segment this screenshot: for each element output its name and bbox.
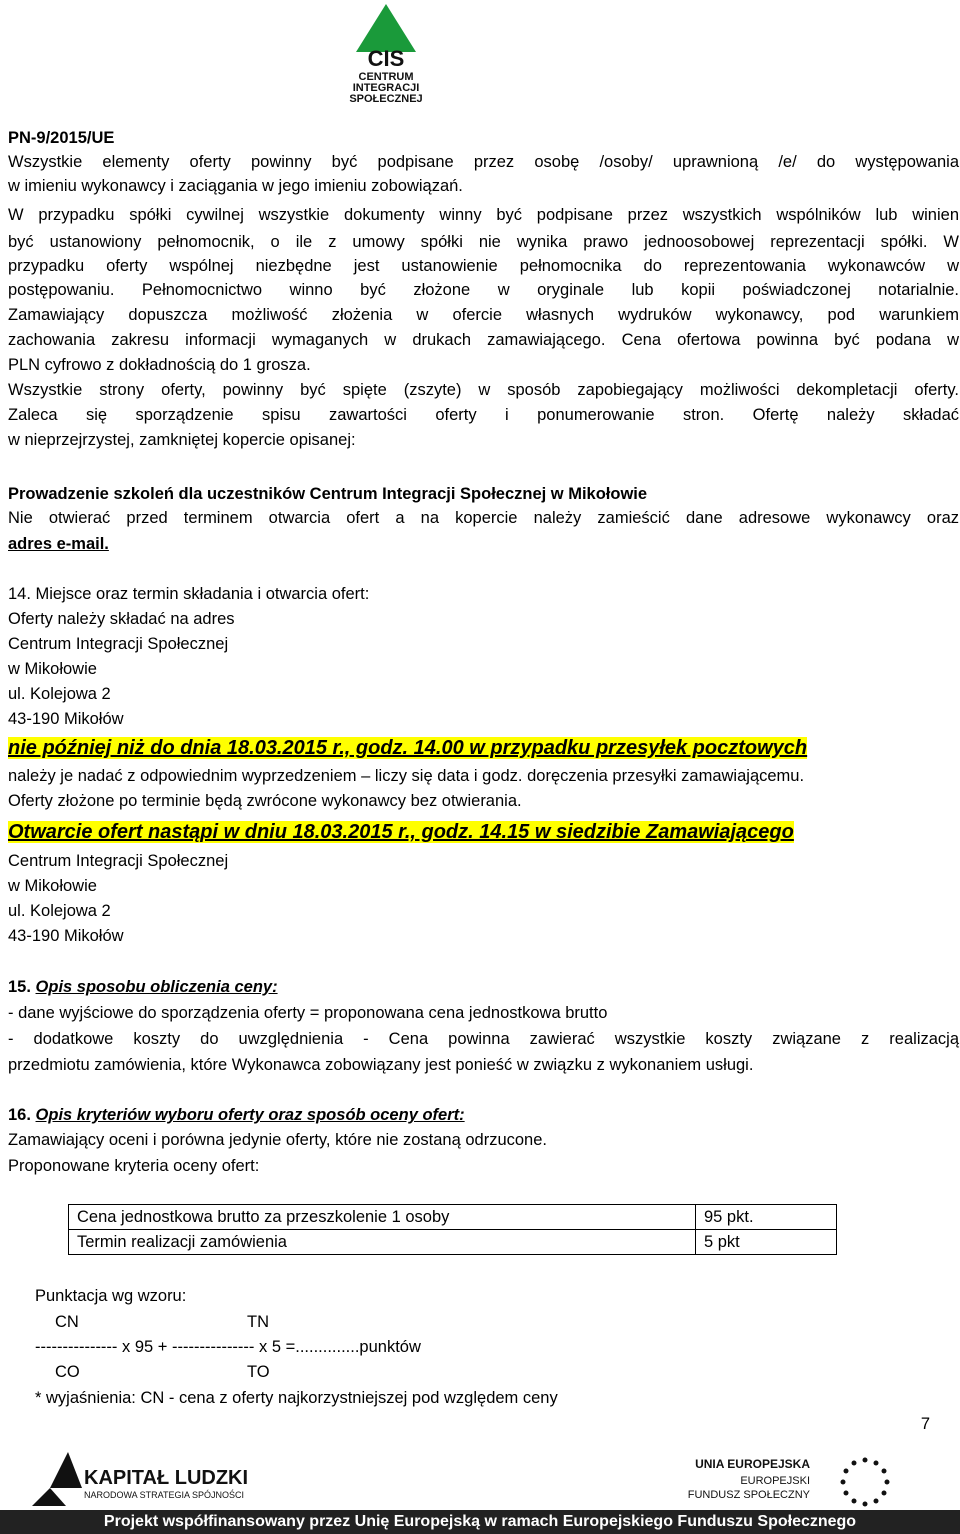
address-line: w Mikołowie — [8, 660, 97, 678]
address-line: ul. Kolejowa 2 — [8, 902, 111, 920]
ue-line2: EUROPEJSKI — [740, 1475, 810, 1487]
paragraph-line: Zamawiający dopuszcza możliwość złożenia w ofercie własnych wydruków wykonawcy, pod warunkiem — [8, 306, 959, 324]
address-line: Centrum Integracji Społecznej — [8, 852, 229, 870]
address-line: 43-190 Mikołów — [8, 710, 124, 728]
section-15-title — [8, 977, 278, 997]
cis-logo — [336, 2, 436, 106]
criterion-points: 5 pkt — [696, 1230, 837, 1255]
address-line: w Mikołowie — [8, 877, 97, 895]
section-heading: Opis sposobu obliczenia ceny: — [35, 978, 278, 996]
paragraph-line: w nieprzejrzystej, zamkniętej kopercie opisanej: — [8, 431, 356, 449]
envelope-line: adres e-mail. — [8, 535, 109, 553]
criterion-points: 95 pkt. — [696, 1205, 837, 1230]
section-16-line: Zamawiający oceni i porówna jedynie oferty, które nie zostaną odrzucone. — [8, 1131, 547, 1149]
paragraph-line: przypadku oferty wspólnej niezbędne jest ustanowienie pełnomocnika do reprezentowania wykonawców w — [8, 257, 959, 275]
table-row — [69, 1205, 837, 1230]
formula-cn: CN — [55, 1313, 79, 1331]
logo-letters: CIS — [367, 46, 405, 71]
logo-line3: SPOŁECZNEJ — [349, 93, 423, 105]
formula-title: Punktacja wg wzoru: — [35, 1287, 187, 1305]
section-number: 16. — [8, 1106, 31, 1124]
section-15-line: - dane wyjściowe do sporządzenia oferty = proponowana cena jednostkowa brutto — [8, 1004, 608, 1022]
section-number: 15. — [8, 978, 31, 996]
envelope-title: Prowadzenie szkoleń dla uczestników Centrum Integracji Społecznej w Mikołowie — [8, 485, 648, 503]
criterion-name: Cena jednostkowa brutto za przeszkolenie 1 osoby — [69, 1205, 696, 1230]
eu-logo — [640, 1452, 930, 1508]
paragraph-line: zachowania zakresu informacji wymaganych w drukach zamawiającego. Cena ofertowa powinna być podana w — [8, 331, 959, 349]
formula-to: TO — [247, 1363, 270, 1381]
section-heading: Opis kryteriów wyboru oferty oraz sposób oceny ofert: — [35, 1106, 465, 1124]
paragraph-line: w imieniu wykonawcy i zaciągania w jego imieniu zobowiązań. — [8, 177, 463, 195]
formula-note: * wyjaśnienia: CN - cena z oferty najkorzystniejszej pod względem ceny — [35, 1389, 558, 1407]
criterion-name: Termin realizacji zamówienia — [69, 1230, 696, 1255]
document-code: PN-9/2015/UE — [8, 129, 115, 147]
section-14-title: 14. Miejsce oraz termin składania i otwarcia ofert: — [8, 585, 370, 603]
paragraph-line: Wszystkie elementy oferty powinny być podpisane przez osobę /osoby/ uprawnioną /e/ do występowania — [8, 153, 959, 171]
section-15-line: - dodatkowe koszty do uwzględnienia - Cena powinna zawierać wszystkie koszty związane z realizacją — [8, 1030, 959, 1048]
address-line: ul. Kolejowa 2 — [8, 685, 111, 703]
section-16-title — [8, 1105, 465, 1125]
deadline-note: Oferty złożone po terminie będą zwrócone wykonawcy bez otwierania. — [8, 792, 522, 810]
kapital-ludzki-logo — [20, 1448, 280, 1508]
paragraph-line: postępowaniu. Pełnomocnictwo winno być złożone w oryginale lub kopii poświadczonej notarialnie. — [8, 281, 959, 299]
criteria-table — [68, 1204, 837, 1255]
paragraph-line: Zaleca się sporządzenie spisu zawartości oferty i ponumerowanie stron. Ofertę należy składać — [8, 406, 959, 424]
formula-tn: TN — [247, 1313, 269, 1331]
kl-subtitle: NARODOWA STRATEGIA SPÓJNOŚCI — [84, 1490, 245, 1500]
section-15-line: przedmiotu zamówienia, które Wykonawca zobowiązany jest ponieść w związku z wykonaniem usługi. — [8, 1056, 754, 1074]
formula-co: CO — [55, 1363, 80, 1381]
paragraph-line: PLN cyfrowo z dokładnością do 1 grosza. — [8, 356, 311, 374]
paragraph-line: W przypadku spółki cywilnej wszystkie dokumenty winny być podpisane przez wszystkich wspólników lub winien — [8, 206, 959, 224]
opening-highlight: Otwarcie ofert nastąpi w dniu 18.03.2015 r., godz. 14.15 w siedzibie Zamawiającego — [8, 821, 794, 843]
deadline-note: należy je nadać z odpowiednim wyprzedzeniem – liczy się data i godz. doręczenia przesyłki zamawiającemu. — [8, 767, 805, 785]
table-row — [69, 1230, 837, 1255]
envelope-line: Nie otwierać przed terminem otwarcia ofert a na kopercie należy zamieścić dane adresowe wykonawcy oraz — [8, 509, 959, 527]
paragraph-line: być ustanowiony pełnomocnik, o ile z umowy spółki nie wynika prawo jednoosobowej reprezentacji spółki. W — [8, 233, 959, 251]
ue-line1: UNIA EUROPEJSKA — [695, 1457, 810, 1471]
page-number: 7 — [920, 1415, 930, 1433]
logo-line2: INTEGRACJI — [352, 82, 420, 94]
kl-title: KAPITAŁ LUDZKI — [84, 1467, 249, 1489]
eu-stars-icon — [841, 1458, 890, 1507]
deadline-highlight: nie później niż do dnia 18.03.2015 r., godz. 14.00 w przypadku przesyłek pocztowych — [8, 737, 808, 759]
footer-bar: Projekt współfinansowany przez Unię Europejską w ramach Europejskiego Funduszu Społecznego — [0, 1510, 960, 1534]
formula-line: --------------- x 95 + --------------- x 5 =..............punktów — [35, 1338, 421, 1356]
paragraph-line: Wszystkie strony oferty, powinny być spięte (zszyte) w sposób zapobiegający możliwości dekompletacji oferty. — [8, 381, 959, 399]
address-line: Oferty należy składać na adres — [8, 610, 235, 628]
logo-line1: CENTRUM — [358, 71, 414, 83]
section-16-line: Proponowane kryteria oceny ofert: — [8, 1157, 260, 1175]
ue-line3: FUNDUSZ SPOŁECZNY — [687, 1489, 810, 1501]
address-line: Centrum Integracji Społecznej — [8, 635, 229, 653]
address-line: 43-190 Mikołów — [8, 927, 124, 945]
